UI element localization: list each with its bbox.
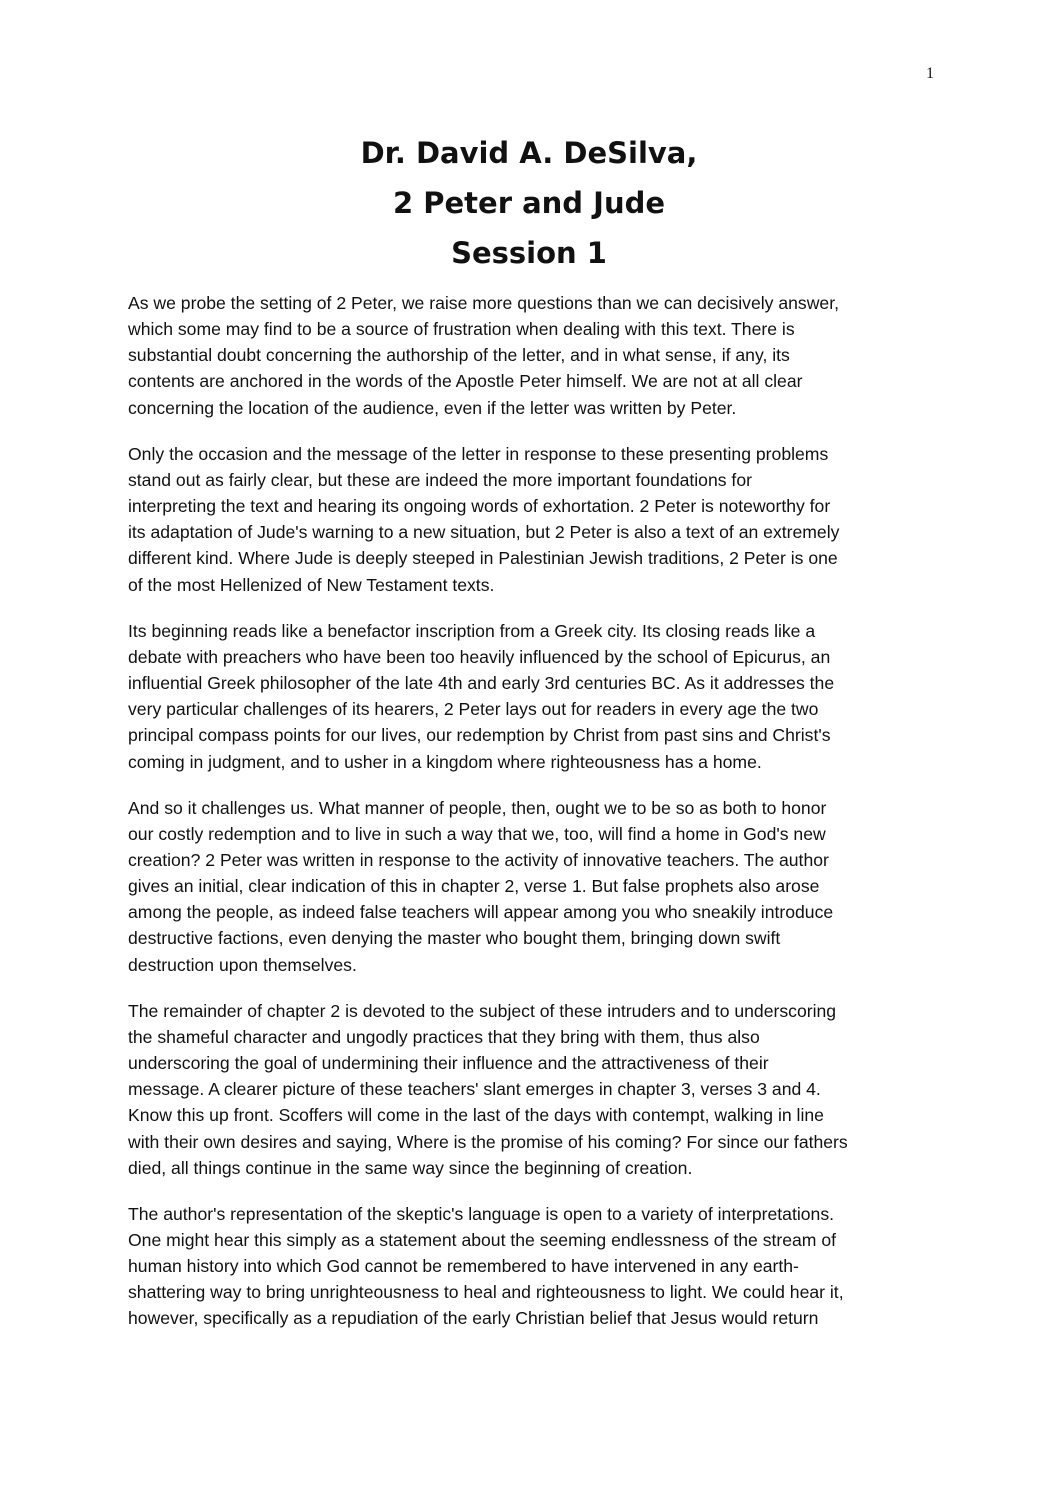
text-line: destruction upon themselves. — [128, 954, 357, 975]
text-line: Know this up front. Scoffers will come in the last of the days with contempt, walking in line — [128, 1105, 824, 1126]
text-line: underscoring the goal of undermining their influence and the attractiveness of their — [128, 1053, 769, 1074]
text-line: different kind. Where Jude is deeply steeped in Palestinian Jewish traditions, 2 Peter is one — [128, 548, 838, 569]
text-line: concerning the location of the audience, even if the letter was written by Peter. — [128, 397, 737, 418]
text-line: One might hear this simply as a statement about the seeming endlessness of the stream of — [128, 1230, 837, 1250]
title-book-line: 2 Peter and Jude — [392, 186, 666, 220]
text-line: the shameful character and ungodly practices that they bring with them, thus also — [128, 1026, 760, 1047]
text-line: Its beginning reads like a benefactor inscription from a Greek city. Its closing reads like a — [128, 620, 816, 641]
title-author-line: Dr. David A. DeSilva, — [360, 136, 698, 170]
text-line: very particular challenges of its hearers, 2 Peter lays out for readers in every age the two — [128, 699, 819, 720]
text-line: coming in judgment, and to usher in a kingdom where righteousness has a home. — [128, 751, 762, 772]
document-title — [0, 128, 1058, 278]
paragraph-4 — [128, 795, 933, 978]
paragraph-3 — [128, 618, 933, 775]
body-text — [128, 290, 933, 1352]
text-line: its adaptation of Jude's warning to a new situation, but 2 Peter is also a text of an extremely — [128, 522, 840, 543]
text-line: debate with preachers who have been too heavily influenced by the school of Epicurus, an — [128, 646, 831, 667]
text-line: contents are anchored in the words of the Apostle Peter himself. We are not at all clear — [128, 371, 803, 392]
text-line: of the most Hellenized of New Testament texts. — [128, 574, 495, 595]
text-line: human history into which God cannot be remembered to have intervened in any earth- — [128, 1256, 799, 1277]
text-line: stand out as fairly clear, but these are indeed the more important foundations for — [128, 469, 752, 490]
text-line: influential Greek philosopher of the late 4th and early 3rd centuries BC. As it addresses the — [128, 673, 835, 694]
text-line: however, specifically as a repudiation of the early Christian belief that Jesus would return — [128, 1308, 819, 1329]
paragraph-2 — [128, 441, 933, 598]
text-line: among the people, as indeed false teachers will appear among you who sneakily introduce — [128, 902, 834, 923]
text-line: And so it challenges us. What manner of people, then, ought we to be so as both to honor — [128, 797, 827, 818]
paragraph-5 — [128, 998, 933, 1181]
page-number: 1 — [926, 65, 934, 82]
text-line: with their own desires and saying, Where is the promise of his coming? For since our fathers — [128, 1131, 848, 1152]
text-line: destructive factions, even denying the master who bought them, bringing down swift — [128, 928, 781, 949]
text-line: which some may find to be a source of frustration when dealing with this text. There is — [128, 319, 795, 340]
text-line: message. A clearer picture of these teachers' slant emerges in chapter 3, verses 3 and 4. — [128, 1079, 821, 1100]
text-line: died, all things continue in the same way since the beginning of creation. — [128, 1157, 693, 1178]
title-session-line: Session 1 — [451, 236, 607, 270]
paragraph-1 — [128, 290, 933, 421]
text-line: The author's representation of the skeptic's language is open to a variety of interpretations. — [128, 1203, 835, 1224]
text-line: interpreting the text and hearing its ongoing words of exhortation. 2 Peter is noteworthy for — [128, 496, 831, 517]
text-line: shattering way to bring unrighteousness to heal and righteousness to light. We could hear it, — [128, 1282, 844, 1303]
text-line: gives an initial, clear indication of this in chapter 2, verse 1. But false prophets also arose — [128, 876, 820, 897]
text-line: As we probe the setting of 2 Peter, we raise more questions than we can decisively answer, — [128, 293, 839, 313]
paragraph-6 — [128, 1201, 933, 1332]
text-line: substantial doubt concerning the authorship of the letter, and in what sense, if any, its — [128, 345, 790, 366]
text-line: Only the occasion and the message of the letter in response to these presenting problems — [128, 443, 829, 464]
text-line: The remainder of chapter 2 is devoted to the subject of these intruders and to underscoring — [128, 1000, 837, 1021]
text-line: our costly redemption and to live in such a way that we, too, will find a home in God's new — [128, 823, 826, 844]
text-line: principal compass points for our lives, our redemption by Christ from past sins and Christ's — [128, 725, 831, 746]
text-line: creation? 2 Peter was written in response to the activity of innovative teachers. The author — [128, 849, 829, 870]
